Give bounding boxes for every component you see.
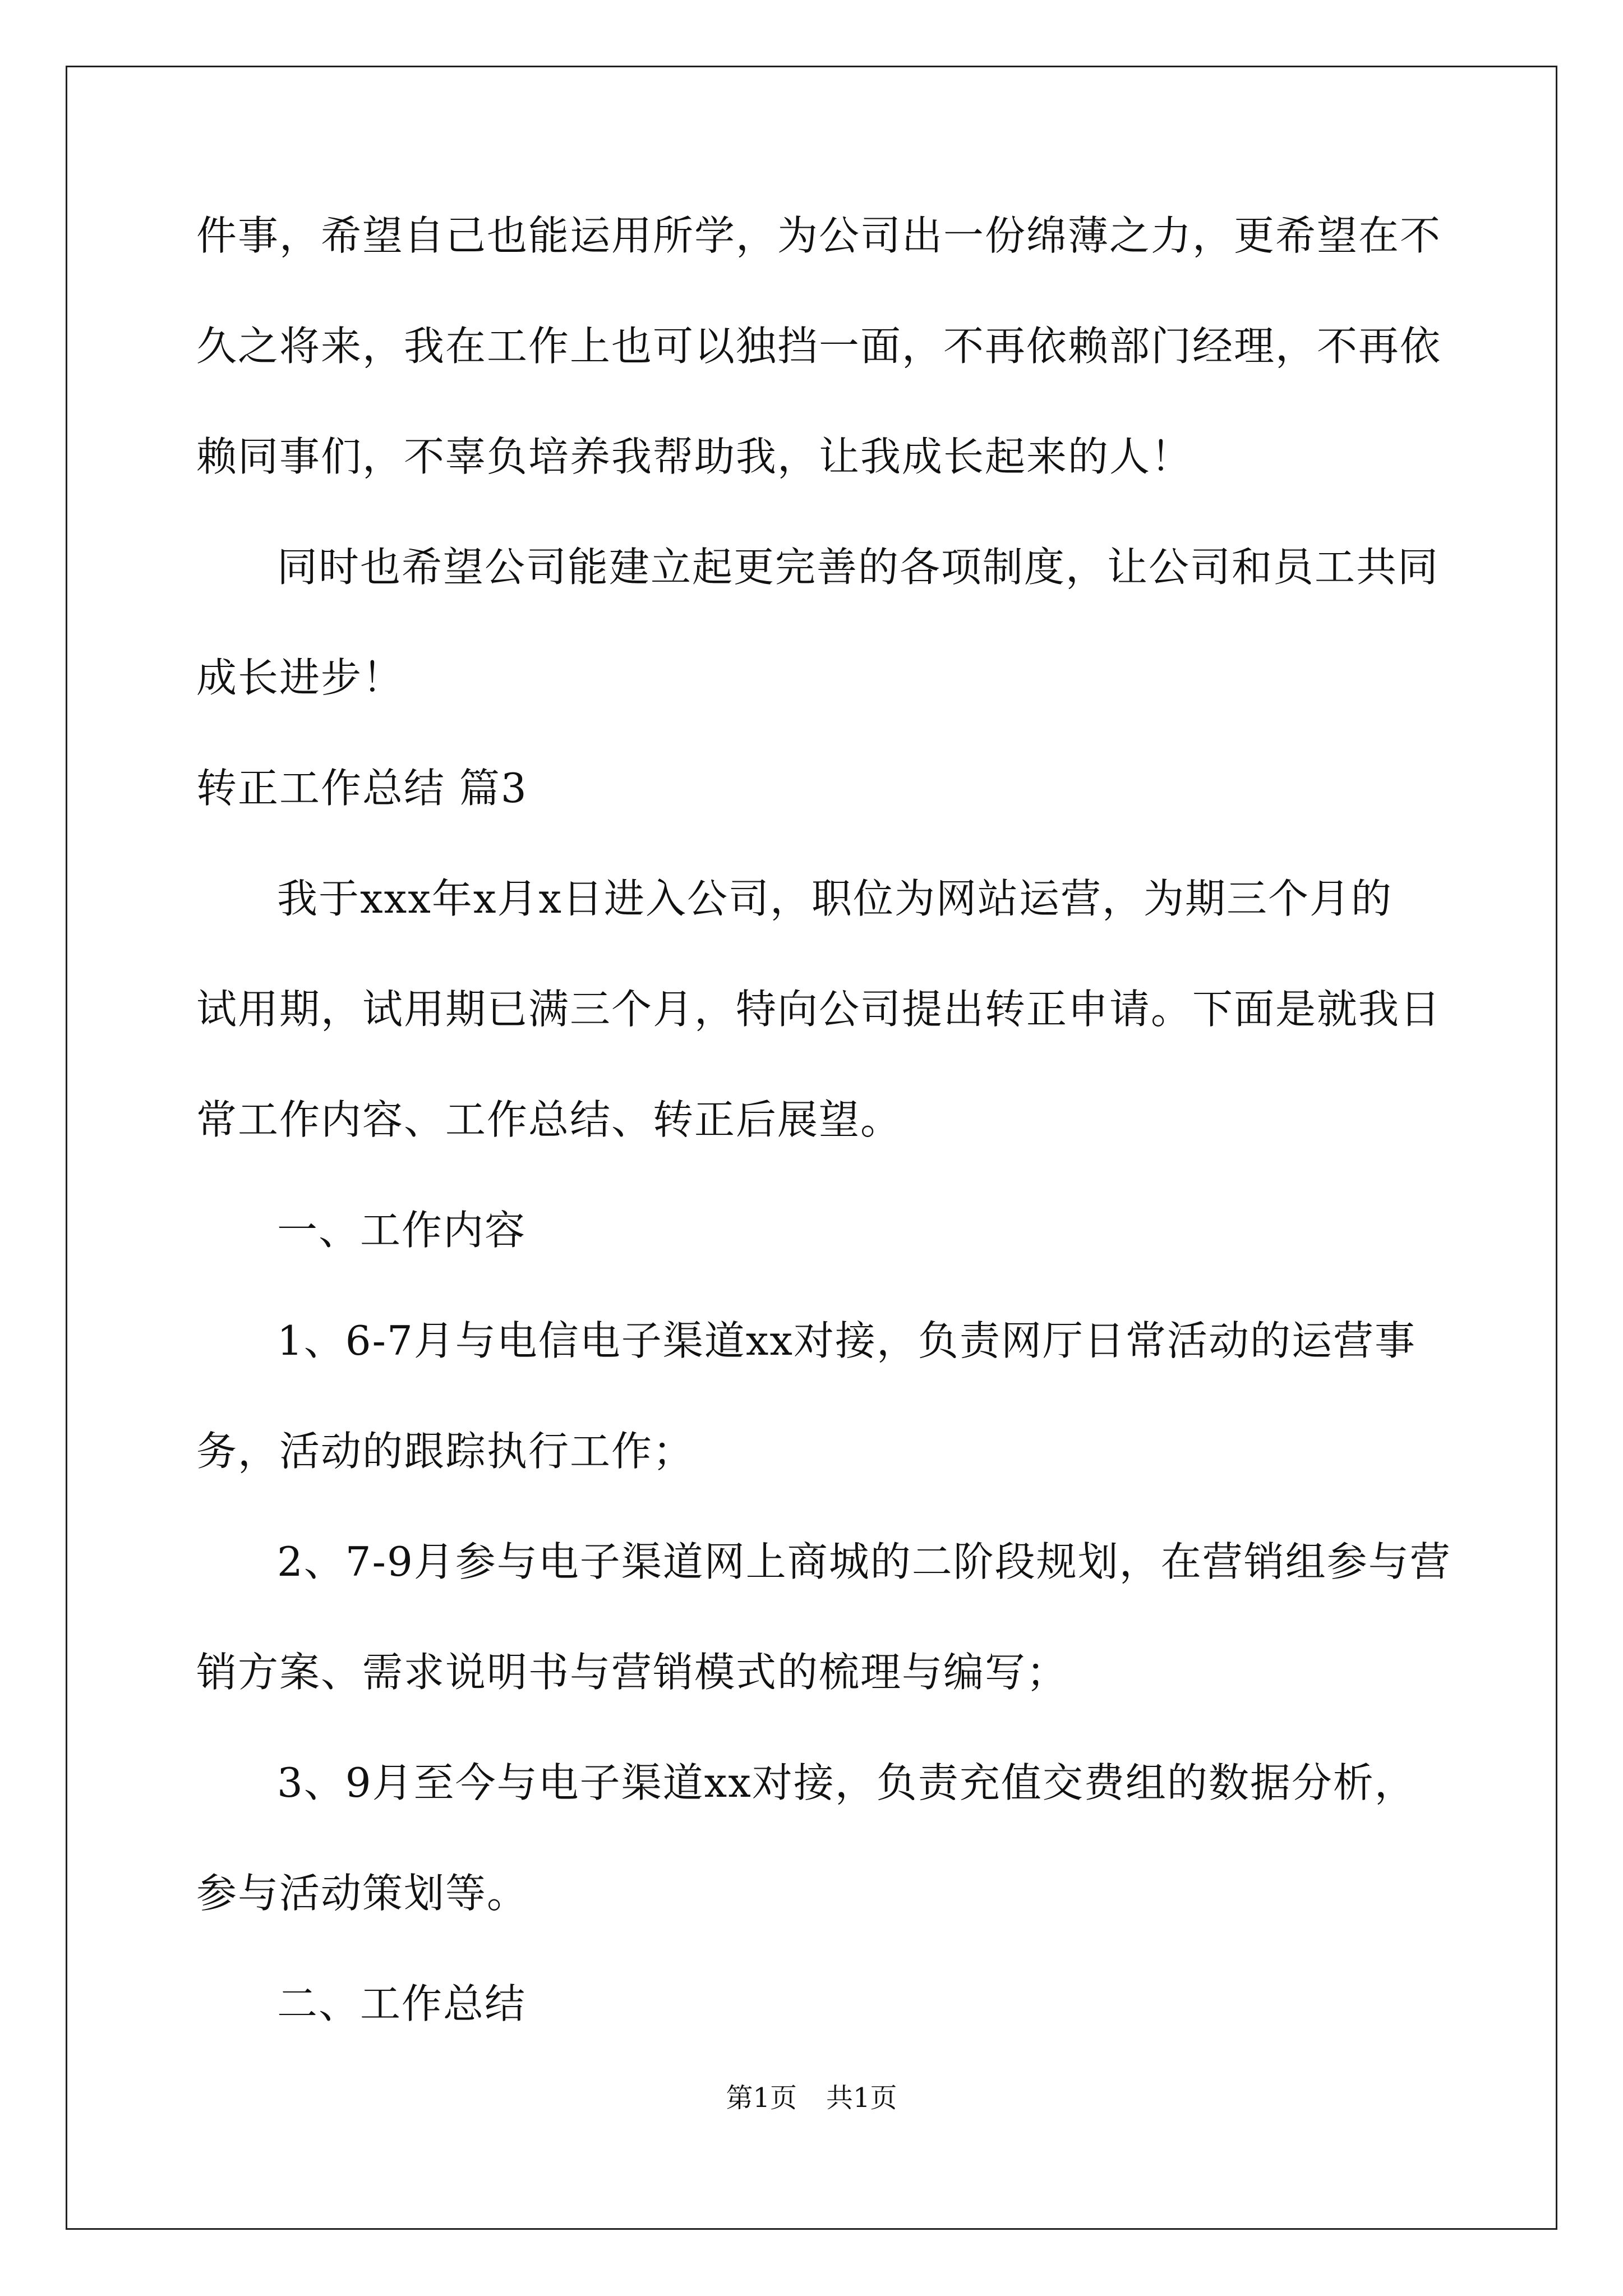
text-line: 成长进步！ [196, 654, 404, 701]
section-heading: 转正工作总结 篇3 [196, 765, 528, 812]
text-line: 久之将来，我在工作上也可以独挡一面，不再依赖部门经理，不再依 [196, 323, 1442, 370]
text-line: 参与活动策划等。 [196, 1870, 529, 1917]
text-line: 我于xxx年x月x日进入公司，职位为网站运营，为期三个月的 [277, 875, 1393, 922]
text-line: 赖同事们，不辜负培养我帮助我，让我成长起来的人！ [196, 433, 1193, 480]
subsection-heading: 二、工作总结 [277, 1980, 527, 2027]
text-line: 2、7-9月参与电子渠道网上商城的二阶段规划，在营销组参与营 [277, 1538, 1451, 1585]
text-line: 销方案、需求说明书与营销模式的梳理与编写； [196, 1649, 1068, 1696]
page-footer [0, 2081, 1623, 2115]
text-line: 1、6-7月与电信电子渠道xx对接，负责网厅日常活动的运营事 [277, 1317, 1416, 1364]
subsection-heading: 一、工作内容 [277, 1207, 527, 1254]
text-line: 务，活动的跟踪执行工作； [196, 1428, 695, 1475]
document-body [196, 202, 1451, 2081]
text-line: 3、9月至今与电子渠道xx对接，负责充值交费组的数据分析， [277, 1759, 1416, 1806]
page-number-total: 共1页 [826, 2082, 897, 2114]
text-line: 件事，希望自己也能运用所学，为公司出一份绵薄之力，更希望在不 [196, 212, 1442, 259]
text-line: 常工作内容、工作总结、转正后展望。 [196, 1096, 902, 1143]
page-number-current: 第1页 [726, 2082, 797, 2114]
text-line: 试用期，试用期已满三个月，特向公司提出转正申请。下面是就我日 [196, 986, 1442, 1033]
text-line: 同时也希望公司能建立起更完善的各项制度，让公司和员工共同 [277, 544, 1440, 591]
